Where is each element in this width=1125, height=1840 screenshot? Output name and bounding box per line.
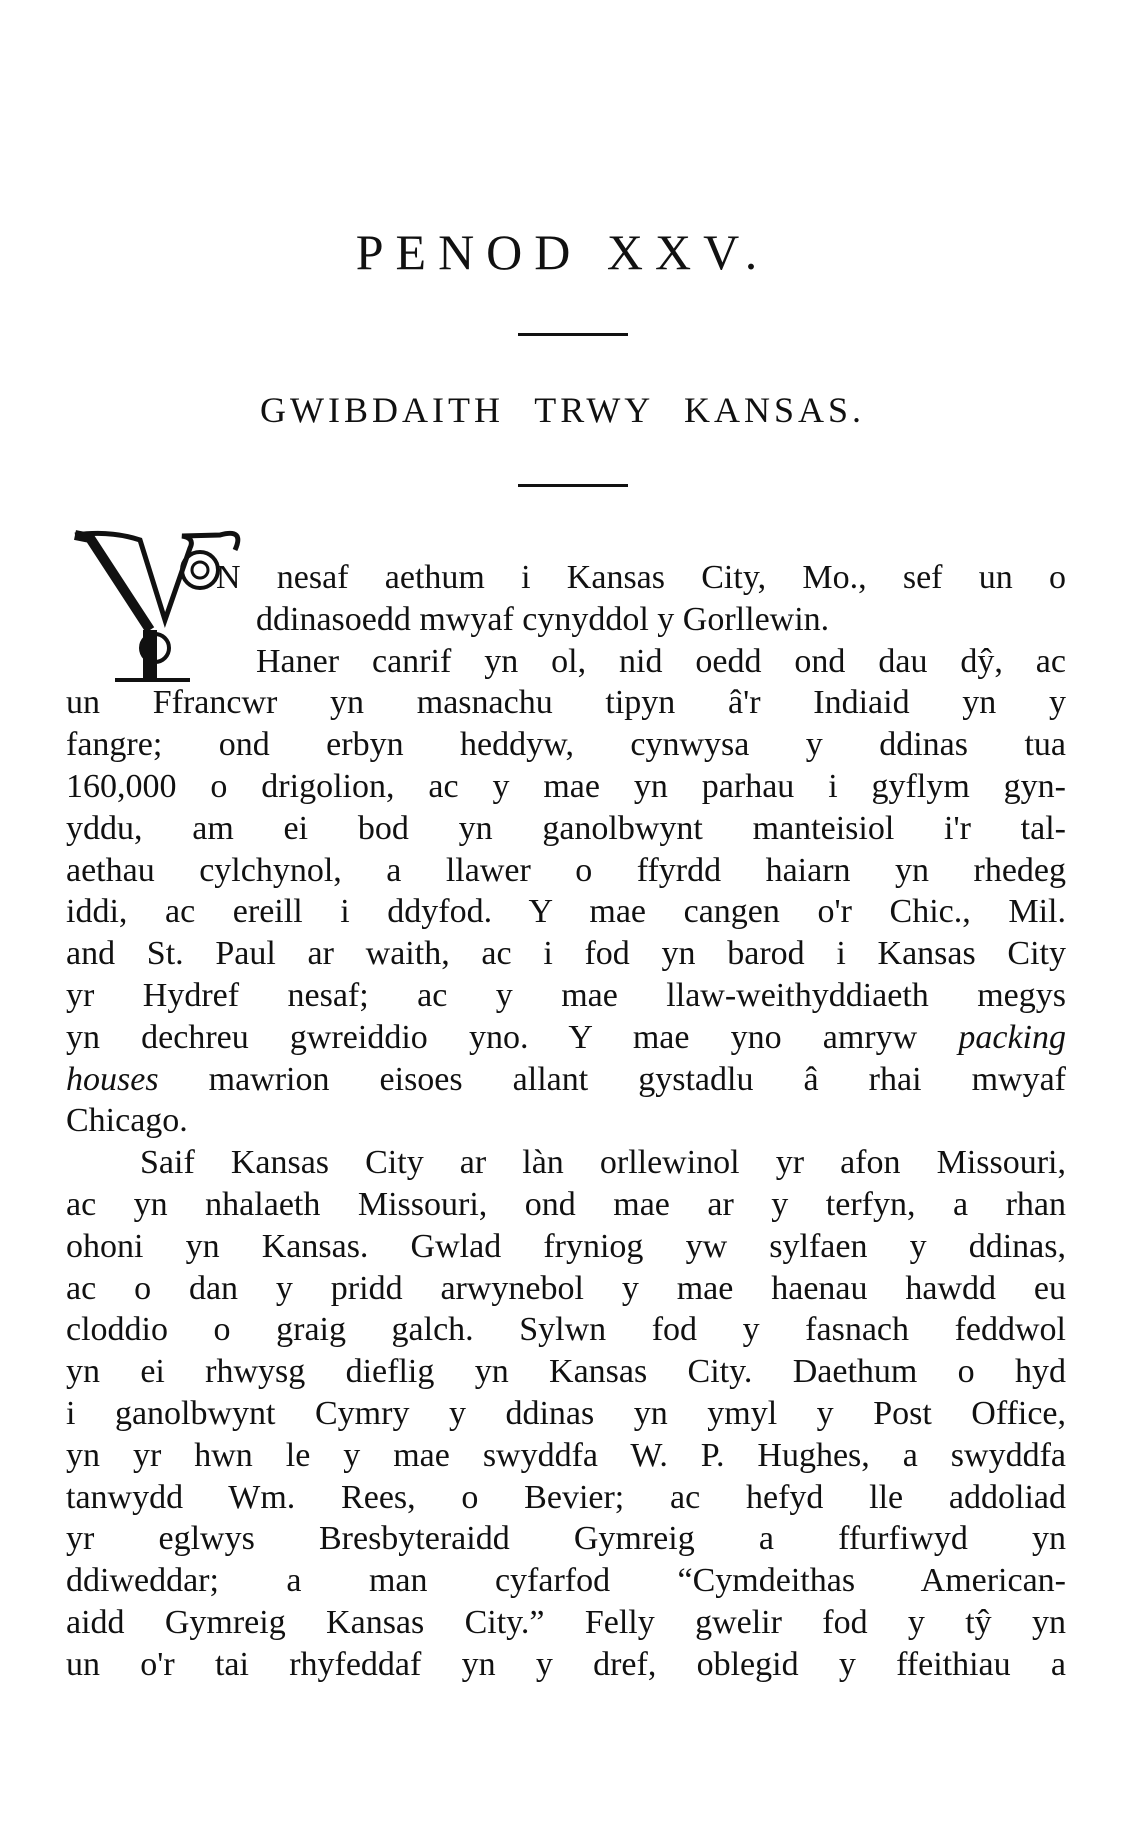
italic-term: houses [66,1060,159,1098]
text-line: yn ei rhwysg dieflig yn Kansas City. Daethum o hyd [66,1353,1066,1391]
text-line: aethau cylchynol, a llawer o ffyrdd haiarn yn rhedeg [66,851,1066,889]
text-line: ddiweddar; a man cyfarfod “Cymdeithas American- [66,1562,1066,1600]
text-line: i ganolbwynt Cymry y ddinas yn ymyl y Post Office, [66,1394,1066,1432]
text-line: ac o dan y pridd arwynebol y mae haenau hawdd eu [66,1269,1066,1307]
text-segment: mawrion eisoes allant gystadlu â rhai mwyaf [208,1060,1066,1098]
text-line: N nesaf aethum i Kansas City, Mo., sef un o [216,559,1066,596]
text-line: yr Hydref nesaf; ac y mae llaw-weithyddiaeth megys [66,976,1066,1014]
text-line: Chicago. [66,1102,188,1140]
text-line: ac yn nhalaeth Missouri, ond mae ar y terfyn, a rhan [66,1185,1066,1223]
text-line: yr eglwys Bresbyteraidd Gymreig a ffurfiwyd yn [66,1520,1066,1558]
text-line: fangre; ond erbyn heddyw, cynwysa y ddinas tua [66,726,1066,764]
italic-term: packing [958,1018,1066,1056]
text-line: cloddio o graig galch. Sylwn fod y fasnach feddwol [66,1311,1066,1349]
text-line: yddu, am ei bod yn ganolbwynt manteisiol i'r tal- [66,809,1066,847]
text-line: yn yr hwn le y mae swyddfa W. P. Hughes, a swyddfa [66,1436,1066,1474]
text-line: Saif Kansas City ar làn orllewinol yr afon Missouri, [140,1144,1066,1182]
text-segment: yn dechreu gwreiddio yno. Y mae yno amryw [66,1018,918,1056]
text-line: ohoni yn Kansas. Gwlad fryniog yw sylfaen y ddinas, [66,1227,1066,1265]
text-line [66,1059,1066,1101]
chapter-title: PENOD XXV. [355,224,770,280]
text-line: un Ffrancwr yn masnachu tipyn â'r Indiaid yn y [66,684,1066,722]
section-title: GWIBDAITH TRWY KANSAS. [260,390,865,430]
text-line: iddi, ac ereill i ddyfod. Y mae cangen o'r Chic., Mil. [66,893,1066,931]
text-line: un o'r tai rhyfeddaf yn y dref, oblegid y ffeithiau a [66,1645,1066,1683]
divider-rule [518,484,628,487]
text-line: tanwydd Wm. Rees, o Bevier; ac hefyd lle addoliad [66,1478,1066,1516]
text-line: 160,000 o drigolion, ac y mae yn parhau i gyflym gyn- [66,767,1066,805]
divider-rule [518,333,628,336]
text-line: Haner canrif yn ol, nid oedd ond dau dŷ, ac [256,642,1066,680]
text-line: aidd Gymreig Kansas City.” Felly gwelir fod y tŷ yn [66,1603,1066,1641]
text-line: ddinasoedd mwyaf cynyddol y Gorllewin. [256,600,830,638]
text-line [66,1017,1066,1059]
body-text [66,557,1066,1686]
text-line: and St. Paul ar waith, ac i fod yn barod i Kansas City [66,935,1066,973]
